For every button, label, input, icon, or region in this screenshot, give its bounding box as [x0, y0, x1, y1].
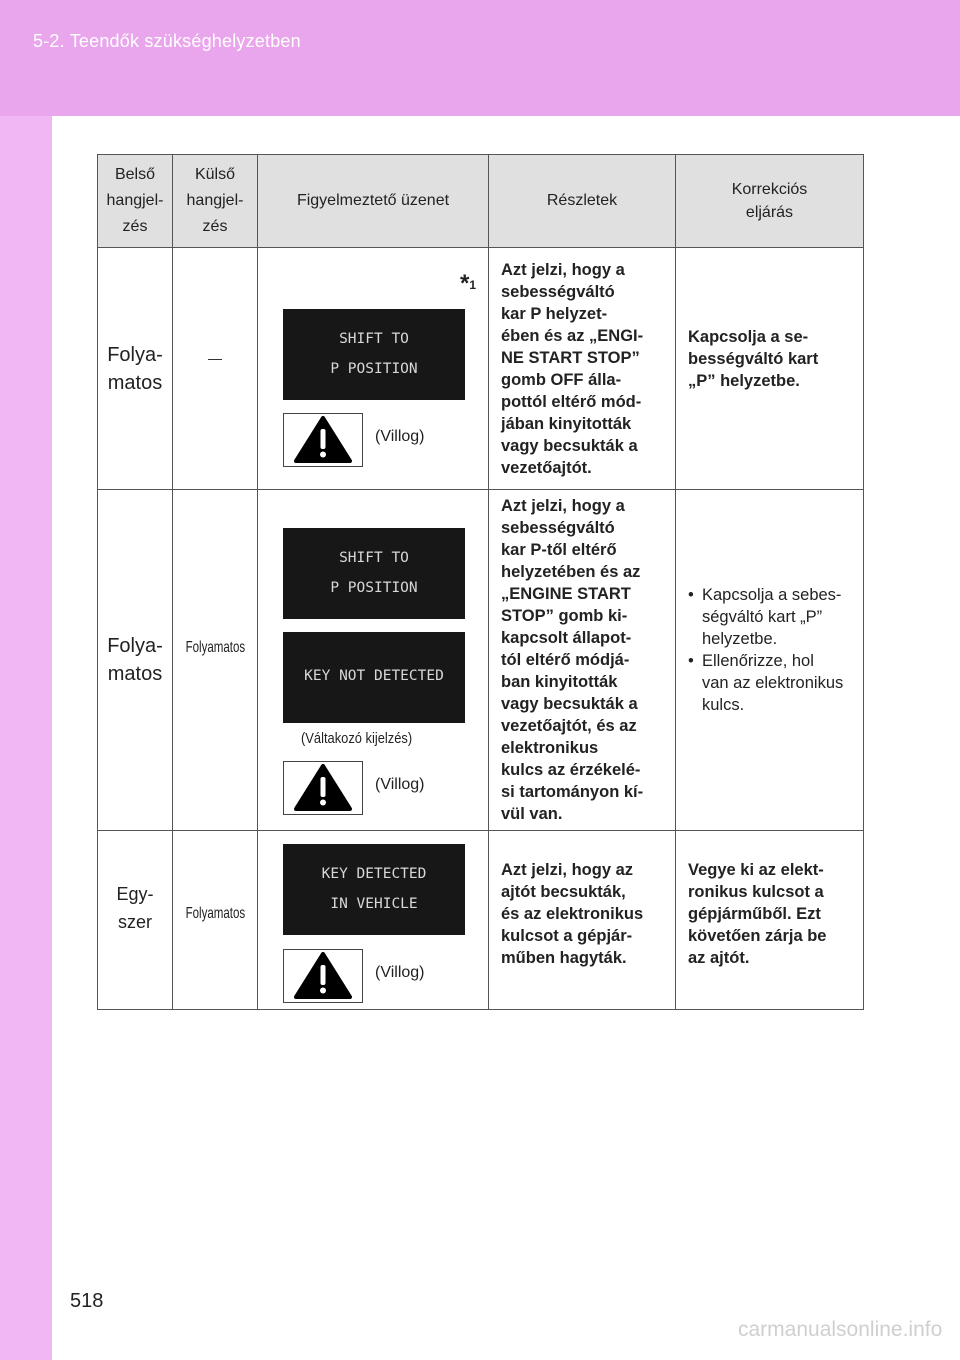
correction-line: kulcs.	[702, 696, 745, 714]
correction-line: Kapcsolja a se-	[688, 327, 809, 346]
internal-buzzer-cell	[98, 490, 173, 831]
details-line: vül van.	[501, 805, 563, 823]
details-line: gomb OFF álla-	[501, 370, 622, 389]
details-line: műben hagyták.	[501, 949, 627, 967]
details-line: kulcs az érzékelé-	[501, 761, 641, 779]
header-line: eljárás	[745, 204, 794, 221]
cell-text: Folyamatos	[185, 639, 245, 656]
header-line: hangjel-	[106, 192, 164, 209]
alternating-text: (Váltakozó kijelzés)	[301, 730, 413, 747]
correction-line: ronikus kulcsot a	[688, 883, 824, 901]
warning-message-cell	[258, 490, 489, 831]
blink-label: (Villog)	[375, 964, 425, 981]
lcd-line: SHIFT TO	[339, 331, 409, 347]
details-line: jában kinyitották	[501, 414, 632, 433]
table-row	[98, 831, 864, 1010]
correction-line: gépjárműből. Ezt	[688, 905, 821, 923]
correction-line: • Ellenőrizze, hol	[702, 652, 814, 670]
correction-line: ségváltó kart „P”	[702, 608, 823, 626]
header-line: hangjel-	[186, 192, 244, 209]
correction-line: • Kapcsolja a sebes-	[702, 586, 842, 604]
details-line: NE START STOP”	[501, 348, 640, 367]
details-line: Azt jelzi, hogy a	[501, 260, 625, 279]
side-band	[0, 116, 52, 1360]
correction-cell	[676, 490, 864, 831]
details-cell	[489, 248, 676, 490]
details-line: Azt jelzi, hogy a	[501, 497, 625, 515]
details-line: kulcsot a gépjár-	[501, 927, 633, 945]
blink-label: (Villog)	[375, 776, 425, 793]
lcd-display	[283, 528, 465, 619]
lcd-display	[283, 632, 465, 723]
details-line: Azt jelzi, hogy az	[501, 861, 634, 879]
details-line: STOP” gomb ki-	[501, 607, 628, 625]
header-line: Részletek	[546, 192, 618, 209]
details-line: „ENGINE START	[501, 585, 631, 603]
header-external-buzzer	[173, 155, 258, 248]
table-header-row	[98, 155, 864, 248]
details-line: elektronikus	[501, 739, 599, 757]
details-cell	[489, 490, 676, 831]
details-line: kar P helyzet-	[501, 304, 608, 323]
details-line: sebességváltó	[501, 519, 615, 537]
header-line: Belső	[114, 166, 156, 183]
internal-buzzer-cell	[98, 248, 173, 490]
details-line: vezetőajtót, és az	[501, 717, 637, 735]
external-buzzer-cell	[173, 831, 258, 1010]
page-number: 518	[70, 1290, 104, 1312]
details-line: és az elektronikus	[501, 905, 644, 923]
details-line: ban kinyitották	[501, 673, 618, 691]
details-line: ében és az „ENGI-	[501, 326, 644, 345]
details-line: vagy becsukták a	[501, 695, 638, 713]
blink-label: (Villog)	[375, 428, 425, 445]
header-correction	[676, 155, 864, 248]
lcd-line: IN VEHICLE	[330, 896, 418, 912]
correction-cell	[676, 831, 864, 1010]
list-item	[688, 584, 855, 650]
header-line: Külső	[194, 166, 236, 183]
cell-line: matos	[107, 371, 163, 394]
lcd-display	[283, 844, 465, 935]
warning-message-cell	[258, 831, 489, 1010]
cell-line: Folya-	[107, 635, 163, 657]
cell-line: Folya-	[107, 343, 163, 366]
cell-line: matos	[107, 663, 163, 685]
lcd-line: SHIFT TO	[339, 550, 409, 566]
correction-line: helyzetbe.	[702, 630, 778, 648]
warning-message-cell	[258, 248, 489, 490]
warning-exclamation-icon	[284, 762, 362, 814]
header-warning-message	[258, 155, 489, 248]
header-line: zés	[122, 218, 148, 235]
correction-line: az ajtót.	[688, 949, 750, 967]
external-buzzer-cell	[173, 248, 258, 490]
cell-line: Egy-	[116, 884, 154, 904]
header-line: zés	[202, 218, 228, 235]
header-details	[489, 155, 676, 248]
details-line: kapcsolt állapot-	[501, 629, 632, 647]
details-line: sebességváltó	[501, 282, 615, 301]
cell-line: szer	[117, 912, 152, 932]
details-line: pottól eltérő mód-	[501, 392, 642, 411]
correction-line: követően zárja be	[688, 927, 827, 945]
details-line: vagy becsukták a	[501, 436, 638, 455]
correction-list	[688, 584, 855, 716]
details-line: ajtót becsukták,	[501, 883, 626, 901]
correction-line: Vegye ki az elekt-	[688, 861, 824, 879]
correction-cell	[676, 248, 864, 490]
lcd-line: KEY NOT DETECTED	[304, 668, 444, 684]
details-line: si tartományon kí-	[501, 783, 644, 801]
watermark: carmanualsonline.info	[738, 1318, 943, 1341]
external-buzzer-cell	[173, 490, 258, 831]
lcd-display	[283, 309, 465, 400]
warning-exclamation-icon	[284, 950, 362, 1002]
header-line: Figyelmeztető üzenet	[296, 192, 450, 209]
section-title: 5-2. Teendők szükséghelyzetben	[33, 31, 301, 51]
header-internal-buzzer	[98, 155, 173, 248]
warning-message-table	[97, 154, 864, 1010]
internal-buzzer-cell	[98, 831, 173, 1010]
warning-indicator	[283, 949, 363, 1003]
details-line: vezetőajtót.	[501, 458, 592, 477]
table-row	[98, 248, 864, 490]
alternating-label	[301, 730, 430, 747]
warning-exclamation-icon	[284, 414, 362, 466]
warning-indicator	[283, 761, 363, 815]
details-cell	[489, 831, 676, 1010]
table-row	[98, 490, 864, 831]
correction-line: van az elektronikus	[702, 674, 844, 692]
correction-line: „P” helyzetbe.	[688, 371, 800, 390]
lcd-line: P POSITION	[330, 361, 418, 377]
cell-text: —	[208, 350, 222, 366]
details-line: helyzetében és az	[501, 563, 641, 581]
footnote-star: *	[459, 270, 470, 297]
header-band	[0, 0, 960, 116]
lcd-line: P POSITION	[330, 580, 418, 596]
list-item	[688, 650, 855, 716]
footnote-number: 1	[469, 278, 476, 292]
footnote-marker	[459, 270, 476, 297]
correction-line: bességváltó kart	[688, 349, 819, 368]
lcd-line: KEY DETECTED	[321, 866, 427, 882]
warning-indicator	[283, 413, 363, 467]
details-line: kar P-től eltérő	[501, 541, 617, 559]
header-line: Korrekciós	[731, 181, 808, 198]
cell-text: Folyamatos	[185, 905, 245, 922]
details-line: tól eltérő módjá-	[501, 651, 630, 669]
